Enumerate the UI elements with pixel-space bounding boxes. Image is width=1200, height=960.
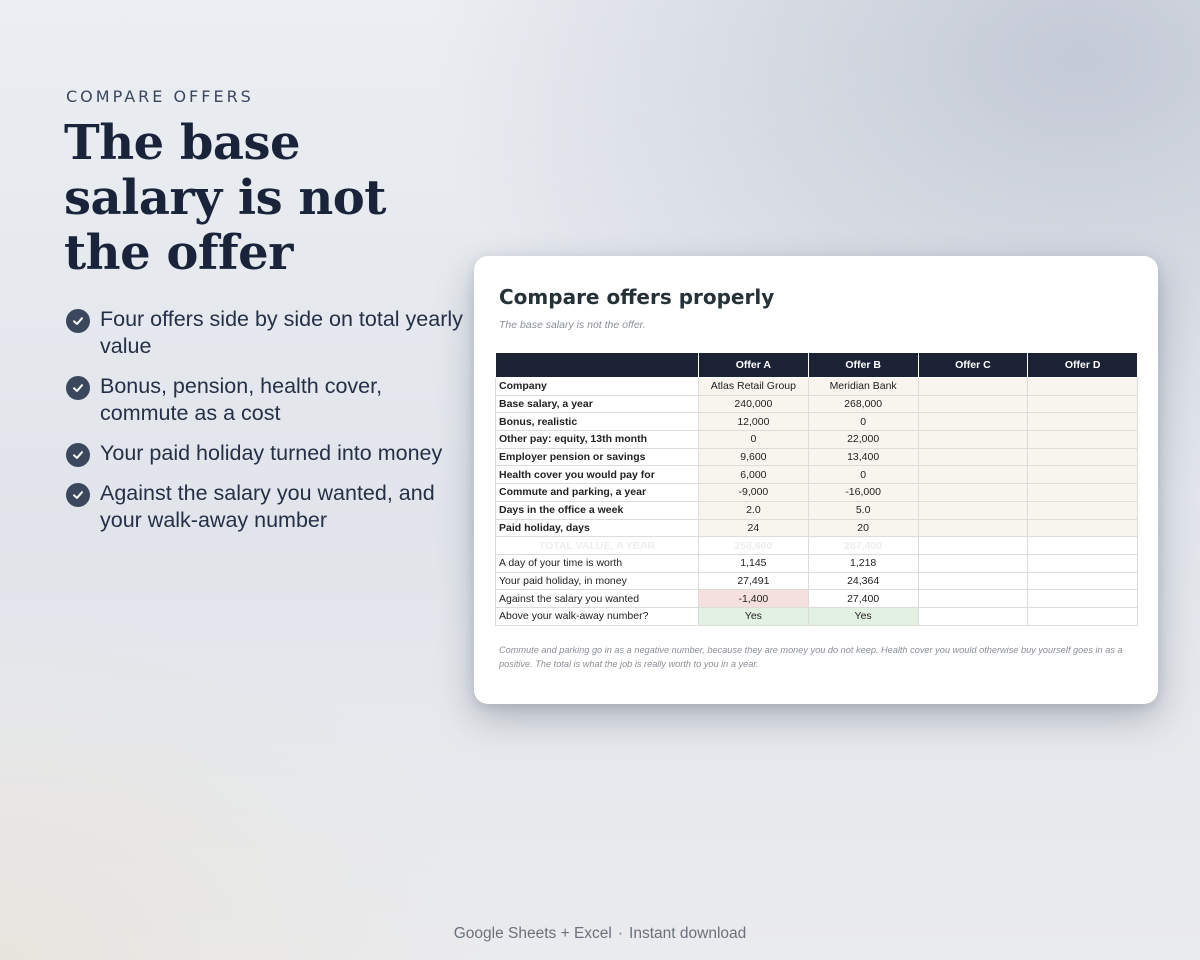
check-circle-icon (66, 443, 90, 467)
row-label: Base salary, a year (496, 395, 699, 413)
row-label: Days in the office a week (496, 501, 699, 519)
table-cell (1028, 572, 1138, 590)
header-cell-offer-b: Offer B (808, 353, 918, 378)
row-label: Employer pension or savings (496, 448, 699, 466)
sheet-subtitle: The base salary is not the offer. (499, 319, 646, 331)
table-cell[interactable] (918, 395, 1028, 413)
table-cell[interactable]: -9,000 (699, 484, 809, 502)
table-cell[interactable]: 13,400 (808, 448, 918, 466)
table-cell (1028, 590, 1138, 608)
feature-text: Your paid holiday turned into money (100, 441, 443, 465)
table-cell (918, 590, 1028, 608)
table-cell[interactable] (918, 431, 1028, 449)
table-row (496, 431, 1138, 449)
table-row (496, 413, 1138, 431)
table-cell: 1,218 (808, 554, 918, 572)
feature-text: Against the salary you wanted, and your walk-away number (100, 481, 435, 532)
table-cell[interactable]: Atlas Retail Group (699, 378, 809, 396)
row-label: TOTAL VALUE, A YEAR (496, 537, 699, 555)
table-cell[interactable]: 0 (808, 466, 918, 484)
table-cell: 27,491 (699, 572, 809, 590)
table-cell[interactable] (1028, 501, 1138, 519)
table-row (496, 554, 1138, 572)
table-cell[interactable] (1028, 466, 1138, 484)
table-cell[interactable] (918, 466, 1028, 484)
row-label: Your paid holiday, in money (496, 572, 699, 590)
check-circle-icon (66, 376, 90, 400)
sheet-footnote: Commute and parking go in as a negative number, because they are money you do not keep. Health cover you would otherwise buy yourself goes in as a positive. The total is what the job is really worth to you in a year. (499, 645, 1123, 669)
table-cell: 27,400 (808, 590, 918, 608)
table-cell[interactable]: 0 (808, 413, 918, 431)
table-cell: 258,600 (699, 537, 809, 555)
table-row (496, 590, 1138, 608)
footer-platforms: Google Sheets + Excel (453, 925, 612, 942)
header-cell-offer-d: Offer D (1028, 353, 1138, 378)
row-label: Paid holiday, days (496, 519, 699, 537)
table-cell[interactable]: 6,000 (699, 466, 809, 484)
check-circle-icon (66, 483, 90, 507)
footer-download: Instant download (629, 925, 747, 942)
table-cell (1028, 554, 1138, 572)
table-cell[interactable]: 268,000 (808, 395, 918, 413)
table-cell[interactable] (1028, 395, 1138, 413)
table-row (496, 466, 1138, 484)
table-row (496, 448, 1138, 466)
table-cell[interactable]: 24 (699, 519, 809, 537)
table-cell-positive: Yes (699, 607, 809, 625)
table-cell[interactable] (1028, 519, 1138, 537)
table-cell[interactable]: 22,000 (808, 431, 918, 449)
header-cell-offer-a: Offer A (699, 353, 809, 378)
row-label: Other pay: equity, 13th month (496, 431, 699, 449)
row-label: Company (496, 378, 699, 396)
table-cell (918, 554, 1028, 572)
table-cell (918, 572, 1028, 590)
table-row (496, 484, 1138, 502)
feature-item (66, 306, 466, 360)
table-cell (1028, 607, 1138, 625)
table-cell[interactable]: Meridian Bank (808, 378, 918, 396)
feature-text: Four offers side by side on total yearly value (100, 307, 463, 358)
table-cell[interactable]: 5.0 (808, 501, 918, 519)
table-row (496, 395, 1138, 413)
table-cell[interactable] (918, 519, 1028, 537)
table-row (496, 501, 1138, 519)
table-cell[interactable] (1028, 431, 1138, 449)
table-row (496, 519, 1138, 537)
feature-item (66, 480, 466, 534)
table-cell[interactable]: 0 (699, 431, 809, 449)
hero-headline: The base salary is not the offer (64, 115, 386, 281)
table-cell[interactable] (918, 378, 1028, 396)
table-cell[interactable] (918, 484, 1028, 502)
row-label: Against the salary you wanted (496, 590, 699, 608)
footer-separator: · (617, 925, 624, 942)
total-row (496, 537, 1138, 555)
table-row (496, 378, 1138, 396)
header-cell-offer-c: Offer C (918, 353, 1028, 378)
table-cell: 24,364 (808, 572, 918, 590)
row-label: Bonus, realistic (496, 413, 699, 431)
feature-item (66, 440, 466, 467)
row-label: Health cover you would pay for (496, 466, 699, 484)
table-cell[interactable]: 20 (808, 519, 918, 537)
offer-comparison-table (495, 352, 1138, 626)
table-cell-positive: Yes (808, 607, 918, 625)
feature-item (66, 373, 466, 427)
feature-list (66, 306, 466, 547)
table-cell[interactable]: 12,000 (699, 413, 809, 431)
eyebrow-label: COMPARE OFFERS (66, 87, 254, 106)
row-label: A day of your time is worth (496, 554, 699, 572)
feature-text: Bonus, pension, health cover, commute as a cost (100, 374, 383, 425)
table-cell[interactable] (918, 501, 1028, 519)
table-cell (918, 607, 1028, 625)
table-cell[interactable] (918, 413, 1028, 431)
table-cell[interactable]: -16,000 (808, 484, 918, 502)
table-cell[interactable]: 240,000 (699, 395, 809, 413)
sheet-title: Compare offers properly (499, 285, 775, 309)
row-label: Commute and parking, a year (496, 484, 699, 502)
table-cell: 287,400 (808, 537, 918, 555)
footer-caption (0, 925, 1200, 943)
table-cell (918, 537, 1028, 555)
table-cell: 1,145 (699, 554, 809, 572)
table-cell (1028, 537, 1138, 555)
table-cell[interactable] (1028, 413, 1138, 431)
row-label: Above your walk-away number? (496, 607, 699, 625)
table-cell[interactable] (1028, 378, 1138, 396)
table-cell[interactable] (1028, 448, 1138, 466)
check-circle-icon (66, 309, 90, 333)
table-row (496, 572, 1138, 590)
table-cell[interactable]: 9,600 (699, 448, 809, 466)
table-row (496, 607, 1138, 625)
table-cell[interactable]: 2.0 (699, 501, 809, 519)
table-cell[interactable] (918, 448, 1028, 466)
table-cell[interactable] (1028, 484, 1138, 502)
header-cell-label (496, 353, 699, 378)
table-cell-negative: -1,400 (699, 590, 809, 608)
spreadsheet-preview-card (474, 256, 1158, 704)
table-header-row (496, 353, 1138, 378)
